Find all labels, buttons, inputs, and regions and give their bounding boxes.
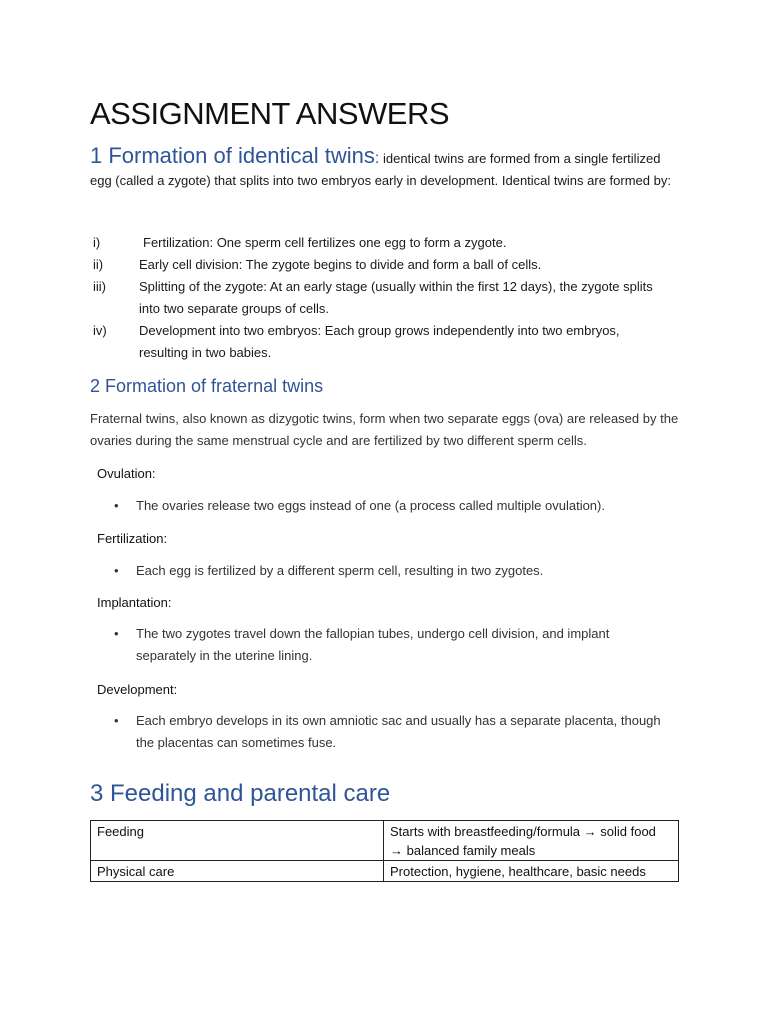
table-row bbox=[91, 861, 679, 882]
table-cell-aspect: Physical care bbox=[91, 861, 384, 882]
document-title: ASSIGNMENT ANSWERS bbox=[90, 96, 450, 131]
list-item-text: Each embryo develops in its own amniotic sac and usually has a separate placenta, though the placentas can sometimes fuse. bbox=[136, 713, 661, 750]
parental-care-table bbox=[90, 820, 679, 882]
stage-label: Fertilization bbox=[97, 531, 164, 546]
step-text: Fertilization: One sperm cell fertilizes one egg to form a zygote. bbox=[143, 235, 507, 250]
section-1-colon: : bbox=[374, 150, 380, 167]
stage-heading bbox=[97, 531, 167, 546]
table-cell-detail: Starts with breastfeeding/formula → solid food → balanced family meals bbox=[384, 821, 679, 861]
stage-colon: : bbox=[173, 682, 178, 697]
bullet-icon: • bbox=[114, 563, 119, 578]
step-text: Splitting of the zygote: At an early stage (usually within the first 12 days), the zygote splits into two separate groups of cells. bbox=[139, 279, 653, 316]
bullet-icon: • bbox=[114, 498, 119, 513]
stage-label: Development bbox=[97, 682, 174, 697]
section-1-intro-text: identical twins are formed from a single fertilized egg (called a zygote) that splits into two embryos early in development. Identical twins are formed by: bbox=[90, 151, 671, 188]
step-number: iv) bbox=[93, 323, 107, 338]
stage-heading bbox=[97, 466, 156, 481]
step-text: Early cell division: The zygote begins to divide and form a ball of cells. bbox=[139, 257, 542, 272]
list-item-text: Each egg is fertilized by a different sperm cell, resulting in two zygotes. bbox=[136, 563, 544, 578]
step-number: i) bbox=[93, 235, 101, 250]
section-2-heading: 2 Formation of fraternal twins bbox=[90, 376, 324, 396]
stage-heading bbox=[97, 682, 177, 697]
section-3-heading: 3 Feeding and parental care bbox=[90, 780, 391, 807]
bullet-icon: • bbox=[114, 713, 119, 728]
table-row bbox=[91, 821, 679, 861]
stage-colon: : bbox=[163, 531, 168, 546]
section-2-intro: Fraternal twins, also known as dizygotic twins, form when two separate eggs (ova) are released by the ovaries during the same menstrual cycle and are fertilized by two different sperm cells. bbox=[90, 411, 679, 448]
bullet-icon: • bbox=[114, 626, 119, 641]
stage-colon: : bbox=[167, 595, 172, 610]
stage-colon: : bbox=[151, 466, 156, 481]
list-item-text: The ovaries release two eggs instead of one (a process called multiple ovulation). bbox=[136, 498, 605, 513]
step-text: Development into two embryos: Each group grows independently into two embryos, resulting in two babies. bbox=[139, 323, 620, 360]
table-cell-detail: Protection, hygiene, healthcare, basic needs bbox=[384, 861, 679, 882]
list-item-text: The two zygotes travel down the fallopian tubes, undergo cell division, and implant separately in the uterine lining. bbox=[136, 626, 610, 663]
stage-label: Ovulation bbox=[97, 466, 152, 481]
section-1-intro bbox=[90, 145, 680, 192]
stage-heading bbox=[97, 595, 171, 610]
table-cell-aspect: Feeding bbox=[91, 821, 384, 861]
step-number: iii) bbox=[93, 279, 106, 294]
section-1-heading: 1 Formation of identical twins bbox=[90, 143, 375, 168]
stage-label: Implantation bbox=[97, 595, 168, 610]
step-number: ii) bbox=[93, 257, 104, 272]
